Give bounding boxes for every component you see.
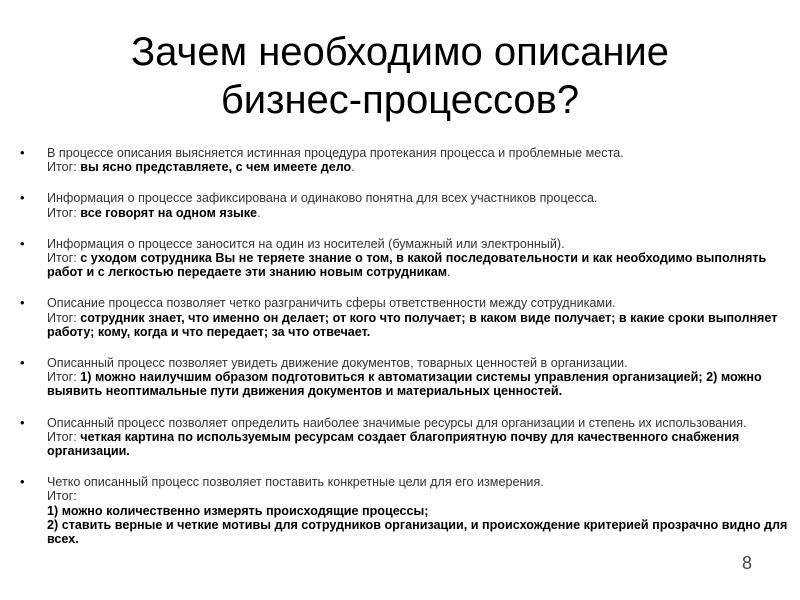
bullet-item <box>20 146 790 174</box>
result-tail: . <box>351 160 355 175</box>
result-label: Итог: <box>47 489 77 504</box>
bullet-text: • Четко описанный процесс позволяет поставить конкретные цели для его измерения. <box>47 475 544 490</box>
bullet-item <box>20 237 790 280</box>
result-line <box>47 430 790 458</box>
bullet-list <box>20 146 790 563</box>
slide-title <box>0 28 800 124</box>
result-text: все говорят на одном языке <box>80 205 258 220</box>
title-line-2: бизнес-процессов? <box>220 78 580 122</box>
bullet-item <box>20 296 790 339</box>
result-line <box>47 206 790 220</box>
result-text: сотрудник знает, что именно он делает; от кого что получает; в каком виде получает; в какие сроки выполняет работу; кому, когда и что передает; за что отвечает. <box>47 310 778 339</box>
result-label: Итог: <box>47 251 81 266</box>
result-line <box>47 251 790 279</box>
bullet-text: • Информация о процессе заносится на один из носителей (бумажный или электронный). <box>47 236 565 251</box>
result-line <box>47 311 790 339</box>
result-label: Итог: <box>47 429 81 444</box>
result-text: с уходом сотрудника Вы не теряете знание о том, в какой последовательности и как необходимо выполнять работ и с легкостью передаете эти знанию новым сотрудникам <box>47 251 767 280</box>
result-tail: . <box>447 265 451 280</box>
result-label: Итог: <box>47 310 81 325</box>
result-label: Итог: <box>47 370 81 385</box>
bullet-item <box>20 191 790 219</box>
result-line <box>47 370 790 398</box>
bullet-text: • В процессе описания выясняется истинная процедура протекания процесса и проблемные места. <box>47 146 624 160</box>
result-text-1: 1) можно количественно измерять происходящие процессы; <box>47 503 429 518</box>
bullet-text: • Описанный процесс позволяет увидеть движение документов, товарных ценностей в организации. <box>47 356 628 371</box>
result-text: четкая картина по используемым ресурсам создает благоприятную почву для качественного снабжения организации. <box>47 429 740 459</box>
result-text: вы ясно представляете, с чем имеете дело <box>80 160 352 175</box>
result-tail: . <box>257 205 261 220</box>
result-text-2: 2) ставить верные и четкие мотивы для сотрудников организации, и происхождение критерией прозрачно видно для всех. <box>47 517 788 547</box>
bullet-text: • Информация о процессе зафиксирована и одинаково понятна для всех участников процесса. <box>47 191 598 206</box>
result-label: Итог: <box>47 160 81 175</box>
bullet-item <box>20 416 790 459</box>
bullet-item <box>20 475 790 546</box>
result-text: 1) можно наилучшим образом подготовиться к автоматизации системы управления организацией; 2) можно выявить неоптимальные пути движения документов и материальных ценностей. <box>47 370 762 399</box>
page-number: 8 <box>741 553 752 573</box>
title-line-1: Зачем необходимо описание <box>130 30 670 74</box>
result-line <box>47 160 790 174</box>
bullet-text: • Описание процесса позволяет четко разграничить сферы ответственности между сотрудниками. <box>47 296 616 311</box>
result-label: Итог: <box>47 205 81 220</box>
bullet-text: • Описанный процесс позволяет определить наиболее значимые ресурсы для организации и степень их использования. <box>47 415 747 430</box>
bullet-item <box>20 356 790 399</box>
